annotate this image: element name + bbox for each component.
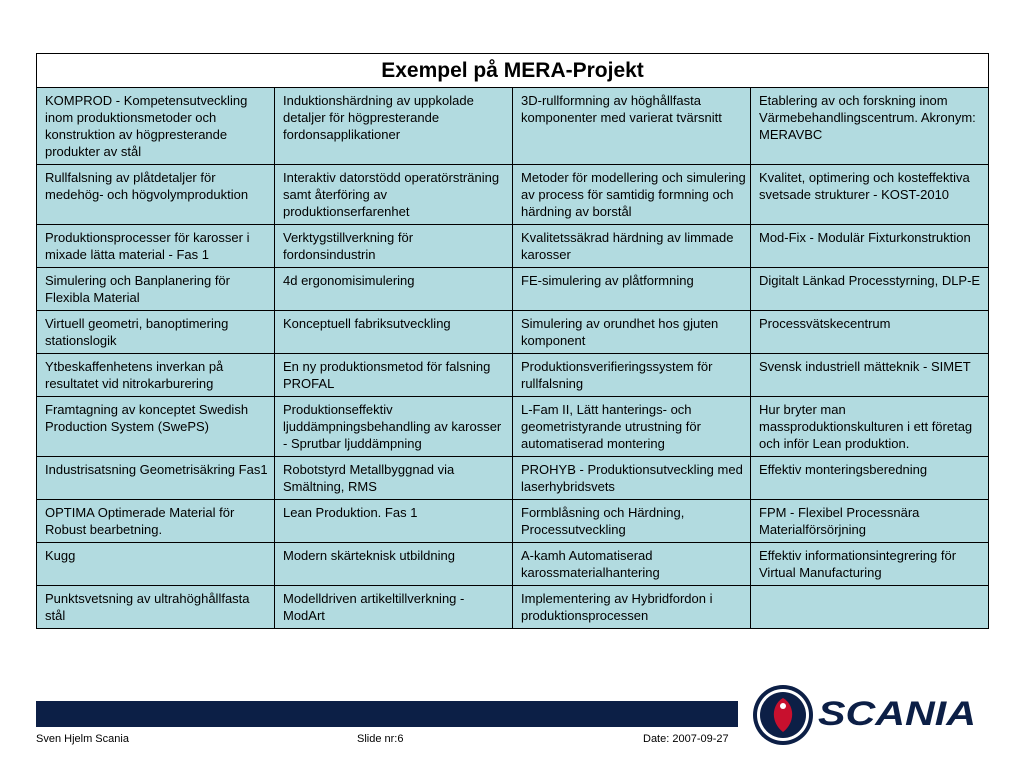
project-cell: En ny produktionsmetod för falsning PROFAL bbox=[275, 354, 513, 397]
project-cell: Lean Produktion. Fas 1 bbox=[275, 500, 513, 543]
project-cell: Framtagning av konceptet Swedish Production System (SwePS) bbox=[37, 397, 275, 457]
project-cell: Metoder för modellering och simulering av process för samtidig formning och härdning av borstål bbox=[513, 165, 751, 225]
project-cell: Robotstyrd Metallbyggnad via Smältning, RMS bbox=[275, 457, 513, 500]
project-cell: Effektiv monteringsberedning bbox=[751, 457, 989, 500]
project-cell: 4d ergonomisimulering bbox=[275, 268, 513, 311]
table-row bbox=[37, 354, 989, 397]
project-cell: Mod-Fix - Modulär Fixturkonstruktion bbox=[751, 225, 989, 268]
project-cell: OPTIMA Optimerade Material för Robust bearbetning. bbox=[37, 500, 275, 543]
project-cell: Produktionsverifieringssystem för rullfalsning bbox=[513, 354, 751, 397]
project-cell: Virtuell geometri, banoptimering stationslogik bbox=[37, 311, 275, 354]
table-row bbox=[37, 500, 989, 543]
project-cell: Interaktiv datorstödd operatörsträning samt återföring av produktionserfarenhet bbox=[275, 165, 513, 225]
project-cell: Formblåsning och Härdning, Processutveckling bbox=[513, 500, 751, 543]
project-cell: Ytbeskaffenhetens inverkan på resultatet vid nitrokarburering bbox=[37, 354, 275, 397]
project-cell: Processvätskecentrum bbox=[751, 311, 989, 354]
project-cell: Kvalitetssäkrad härdning av limmade karosser bbox=[513, 225, 751, 268]
project-cell: Etablering av och forskning inom Värmebehandlingscentrum. Akronym: MERAVBC bbox=[751, 88, 989, 165]
project-cell: Digitalt Länkad Processtyrning, DLP-E bbox=[751, 268, 989, 311]
project-cell: L-Fam II, Lätt hanterings- och geometristyrande utrustning för automatiserad montering bbox=[513, 397, 751, 457]
table-row bbox=[37, 88, 989, 165]
project-cell: Produktionsprocesser för karosser i mixade lätta material - Fas 1 bbox=[37, 225, 275, 268]
project-cell: Kugg bbox=[37, 543, 275, 586]
footer-date: Date: 2007-09-27 bbox=[643, 733, 729, 745]
project-cell: Implementering av Hybridfordon i produktionsprocessen bbox=[513, 586, 751, 629]
project-cell bbox=[751, 586, 989, 629]
project-cell: KOMPROD - Kompetensutveckling inom produktionsmetoder och konstruktion av högpresterande produkter av stål bbox=[37, 88, 275, 165]
scania-logo bbox=[750, 682, 990, 752]
table-row bbox=[37, 586, 989, 629]
footer-bar bbox=[36, 701, 738, 727]
table-row bbox=[37, 543, 989, 586]
project-cell: Modelldriven artikeltillverkning - ModArt bbox=[275, 586, 513, 629]
project-cell: Rullfalsning av plåtdetaljer för medehög- och högvolymproduktion bbox=[37, 165, 275, 225]
griffin-emblem-icon bbox=[753, 685, 813, 745]
scania-wordmark: SCANIA bbox=[818, 695, 976, 733]
project-cell: A-kamh Automatiserad karossmaterialhantering bbox=[513, 543, 751, 586]
project-cell: Verktygstillverkning för fordonsindustrin bbox=[275, 225, 513, 268]
table-row bbox=[37, 311, 989, 354]
table-row bbox=[37, 457, 989, 500]
project-cell: PROHYB - Produktionsutveckling med laserhybridsvets bbox=[513, 457, 751, 500]
slide-title: Exempel på MERA-Projekt bbox=[37, 54, 989, 88]
project-cell: Punktsvetsning av ultrahöghållfasta stål bbox=[37, 586, 275, 629]
project-cell: Konceptuell fabriksutveckling bbox=[275, 311, 513, 354]
project-cell: Produktionseffektiv ljuddämpningsbehandling av karosser - Sprutbar ljuddämpning bbox=[275, 397, 513, 457]
project-cell: Svensk industriell mätteknik - SIMET bbox=[751, 354, 989, 397]
project-cell: Simulering och Banplanering för Flexibla Material bbox=[37, 268, 275, 311]
project-cell: Effektiv informationsintegrering för Virtual Manufacturing bbox=[751, 543, 989, 586]
project-cell: Kvalitet, optimering och kosteffektiva svetsade strukturer - KOST-2010 bbox=[751, 165, 989, 225]
table-row bbox=[37, 225, 989, 268]
footer-author: Sven Hjelm Scania bbox=[36, 733, 129, 745]
table-row bbox=[37, 268, 989, 311]
project-cell: Simulering av orundhet hos gjuten komponent bbox=[513, 311, 751, 354]
project-cell: FE-simulering av plåtformning bbox=[513, 268, 751, 311]
project-cell: Modern skärteknisk utbildning bbox=[275, 543, 513, 586]
project-cell: FPM - Flexibel Processnära Materialförsörjning bbox=[751, 500, 989, 543]
project-cell: Industrisatsning Geometrisäkring Fas1 bbox=[37, 457, 275, 500]
table-row bbox=[37, 165, 989, 225]
project-table bbox=[36, 53, 989, 629]
project-cell: Induktionshärdning av uppkolade detaljer för högpresterande fordonsapplikationer bbox=[275, 88, 513, 165]
project-cell: 3D-rullformning av höghållfasta komponenter med varierat tvärsnitt bbox=[513, 88, 751, 165]
table-row bbox=[37, 397, 989, 457]
footer-slide-number: Slide nr:6 bbox=[357, 733, 404, 745]
project-cell: Hur bryter man massproduktionskulturen i ett företag och inför Lean produktion. bbox=[751, 397, 989, 457]
